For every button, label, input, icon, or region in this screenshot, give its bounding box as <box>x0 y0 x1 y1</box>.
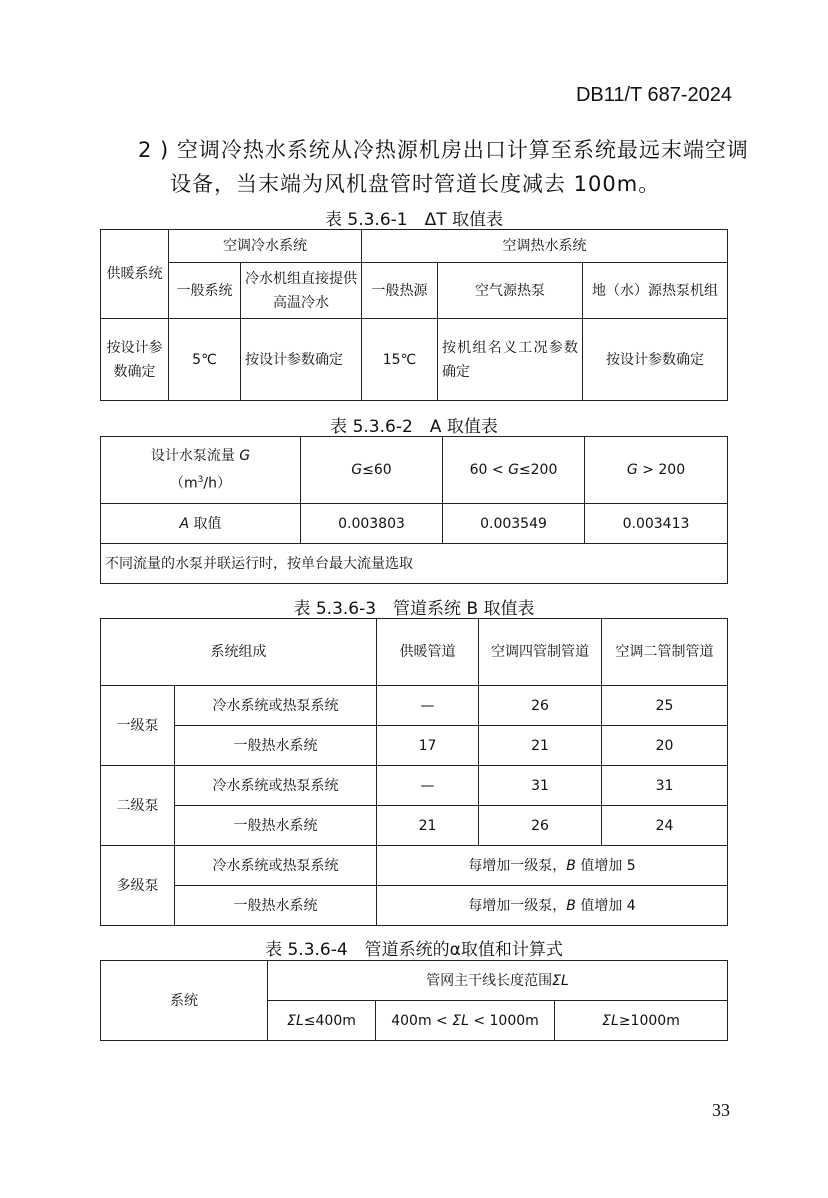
t2-h-flow-unit-suffix: /h） <box>203 475 231 492</box>
t1-v-supply: 按设计参数确定 <box>101 319 169 401</box>
t4-r3-var: ΣL <box>602 1012 619 1029</box>
t3-g1-r1-two: 25 <box>602 686 728 726</box>
t3-g2-r2-two: 24 <box>602 806 728 846</box>
t3-g3-r2-var: B <box>566 897 576 914</box>
t3-g1-r1-sub: 冷水系统或热泵系统 <box>175 686 377 726</box>
t3-g3-r2-merged <box>377 886 728 926</box>
t4-h-range-var: ΣL <box>552 972 569 989</box>
t3-g3-r1-prefix: 每增加一级泵， <box>468 857 567 874</box>
t2-r1-rest: ≤60 <box>362 462 392 478</box>
t4-r1-rest: ≤400m <box>303 1012 356 1029</box>
t1-h-hot: 空调热水系统 <box>362 230 728 263</box>
t3-g1-r2-two: 20 <box>602 726 728 766</box>
t4-h-range <box>268 961 728 1001</box>
t3-h-two: 空调二管制管道 <box>602 619 728 686</box>
table-delta-t <box>100 229 728 401</box>
t4-r2-var: ΣL <box>452 1012 469 1029</box>
table4-caption: 表 5.3.6-4 管道系统的α取值和计算式 <box>265 940 563 960</box>
t3-g2-r2-sub: 一般热水系统 <box>175 806 377 846</box>
t1-h-cold-general: 一般系统 <box>169 263 241 319</box>
t3-g2-r1-supply: — <box>377 766 479 806</box>
t2-h-range2 <box>443 437 585 504</box>
t3-g3-r1-var: B <box>566 857 576 874</box>
t1-h-cold-chiller: 冷水机组直接提供高温冷水 <box>241 263 362 319</box>
t2-a-label <box>101 504 301 544</box>
t4-r2-prefix: 400m < <box>391 1012 453 1029</box>
t2-h-flow-unit-prefix: （m <box>170 475 198 492</box>
t3-group-3: 多级泵 <box>101 846 175 926</box>
page-number: 33 <box>712 1100 730 1120</box>
paragraph-line-2: 设备，当末端为风机盘管时管道长度减去 100m。 <box>170 172 661 196</box>
t3-group-1: 一级泵 <box>101 686 175 766</box>
t2-h-flow <box>101 437 301 504</box>
t2-r2-prefix: 60 < <box>469 462 509 478</box>
t4-r2 <box>376 1001 555 1041</box>
t2-h-range1 <box>301 437 443 504</box>
t3-g1-r1-four: 26 <box>479 686 602 726</box>
t3-g3-r1-suffix: 值增加 5 <box>575 857 636 874</box>
t3-h-system: 系统组成 <box>101 619 377 686</box>
table3-caption: 表 5.3.6-3 管道系统 B 取值表 <box>293 599 535 619</box>
t3-g2-r1-four: 31 <box>479 766 602 806</box>
t2-h-range3 <box>585 437 728 504</box>
t1-h-hot-ground: 地（水）源热泵机组 <box>583 263 728 319</box>
t1-h-cold: 空调冷水系统 <box>169 230 362 263</box>
t2-r1-var: G <box>351 462 363 478</box>
t2-v3: 0.003413 <box>585 504 728 544</box>
t1-v-hot-ground: 按设计参数确定 <box>583 319 728 401</box>
t3-h-four: 空调四管制管道 <box>479 619 602 686</box>
t4-h-range-prefix: 管网主干线长度范围 <box>426 972 553 989</box>
t1-v-hot-air: 按机组名义工况参数确定 <box>438 319 583 401</box>
t4-h-system: 系统 <box>101 961 268 1041</box>
table2-caption: 表 5.3.6-2 A 取值表 <box>330 417 498 437</box>
t4-r3-rest: ≥1000m <box>618 1012 680 1029</box>
t1-v-cold-general: 5℃ <box>169 319 241 401</box>
table-a-value <box>100 436 728 584</box>
t2-a-rest: 取值 <box>189 515 222 532</box>
t1-v-cold-chiller: 按设计参数确定 <box>241 319 362 401</box>
t1-v-hot-general: 15℃ <box>362 319 438 401</box>
t3-g1-r2-supply: 17 <box>377 726 479 766</box>
t2-a-var: A <box>179 515 190 532</box>
t2-h-flow-prefix: 设计水泵流量 <box>150 448 240 465</box>
t4-r2-suffix: < 1000m <box>468 1012 539 1029</box>
table-b-value <box>100 618 728 926</box>
t3-group-2: 二级泵 <box>101 766 175 846</box>
t3-g3-r1-merged <box>377 846 728 886</box>
t2-note: 不同流量的水泵并联运行时，按单台最大流量选取 <box>101 544 728 584</box>
t4-r1 <box>268 1001 376 1041</box>
t2-v1: 0.003803 <box>301 504 443 544</box>
t3-g3-r2-prefix: 每增加一级泵， <box>468 897 567 914</box>
table-alpha-value <box>100 960 728 1041</box>
t1-h-hot-air: 空气源热泵 <box>438 263 583 319</box>
paragraph-line-1: 2 ) 空调冷热水系统从冷热源机房出口计算至系统最远末端空调 <box>138 138 749 162</box>
t3-g2-r2-four: 26 <box>479 806 602 846</box>
t3-g2-r1-two: 31 <box>602 766 728 806</box>
t2-r3-rest: > 200 <box>637 462 686 478</box>
t3-g1-r2-four: 21 <box>479 726 602 766</box>
t3-g3-r2-sub: 一般热水系统 <box>175 886 377 926</box>
table1-caption: 表 5.3.6-1 ΔT 取值表 <box>324 210 504 230</box>
t2-r2-var: G <box>508 462 519 478</box>
t4-r1-var: ΣL <box>287 1012 304 1029</box>
t3-g3-r2-suffix: 值增加 4 <box>575 897 636 914</box>
t2-r3-var: G <box>626 462 638 478</box>
t1-h-hot-general: 一般热源 <box>362 263 438 319</box>
document-code: DB11/T 687-2024 <box>575 84 732 106</box>
t3-h-supply: 供暖管道 <box>377 619 479 686</box>
t3-g3-r1-sub: 冷水系统或热泵系统 <box>175 846 377 886</box>
t3-g1-r2-sub: 一般热水系统 <box>175 726 377 766</box>
t3-g1-r1-supply: — <box>377 686 479 726</box>
t2-r2-suffix: ≤200 <box>518 462 558 478</box>
t2-v2: 0.003549 <box>443 504 585 544</box>
t4-r3 <box>555 1001 728 1041</box>
t3-g2-r2-supply: 21 <box>377 806 479 846</box>
t3-g2-r1-sub: 冷水系统或热泵系统 <box>175 766 377 806</box>
t2-h-flow-var: G <box>239 448 251 465</box>
t1-h-supply: 供暖系统 <box>101 230 169 319</box>
t2-h-flow-unit-sup: 3 <box>197 475 204 486</box>
